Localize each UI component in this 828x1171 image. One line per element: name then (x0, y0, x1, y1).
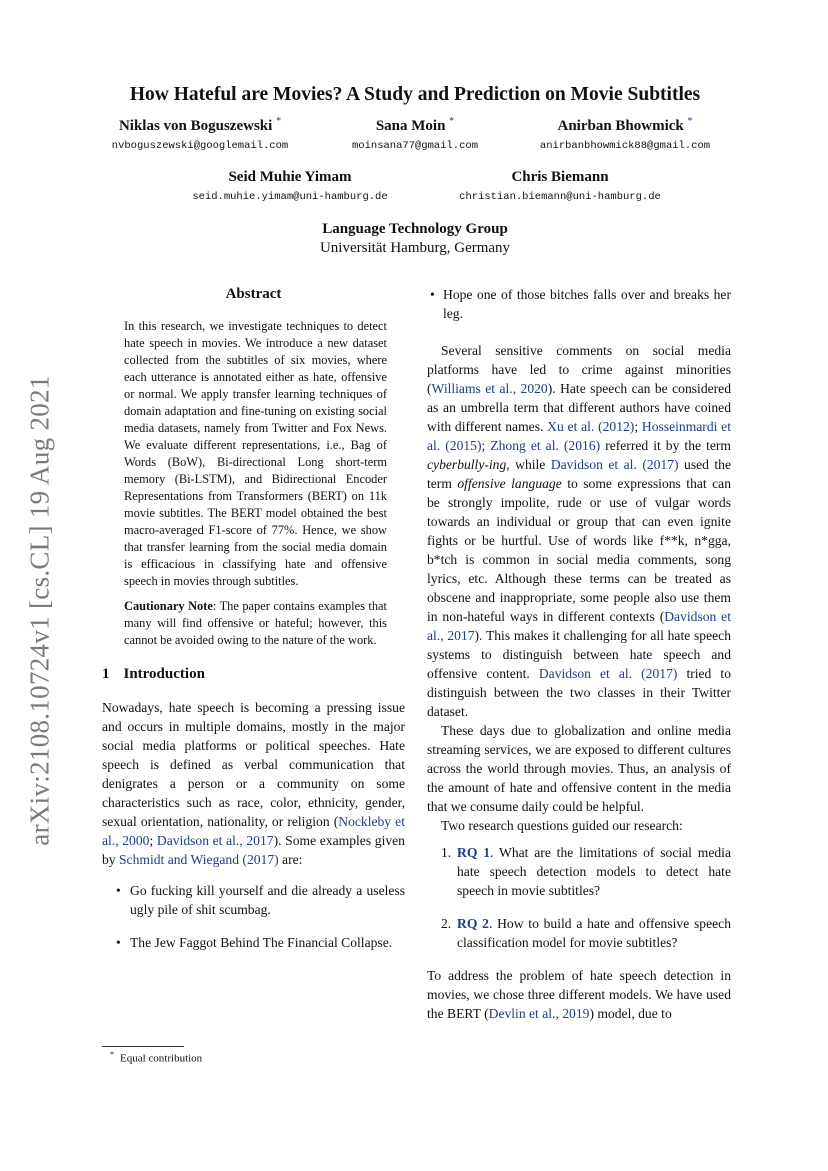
intro-paragraph-1 (102, 698, 405, 869)
section-heading-introduction (102, 665, 405, 684)
text-run: . What are the limitations of social media hate speech detection models to detect hate speech in movie subtitles? (457, 845, 731, 898)
text-run: tried to distinguish between the two classes in their Twitter dataset. (427, 666, 731, 719)
author-email: nvboguszewski@googlemail.com (111, 140, 289, 152)
author-3 (520, 116, 730, 152)
citation-link[interactable]: Schmidt and Wiegand (2017) (119, 852, 279, 867)
citation-link[interactable]: Davidson et al. (2017) (538, 666, 678, 681)
affiliation (200, 220, 630, 258)
author-email: christian.biemann@uni-hamburg.de (459, 191, 661, 203)
citation-link[interactable]: Davidson et al., 2017 (156, 833, 274, 848)
section-title: Introduction (123, 666, 205, 682)
footnote (110, 1050, 202, 1065)
footnote-text: Equal contribution (120, 1052, 203, 1065)
rq-label: RQ 2 (457, 916, 489, 931)
author-mark: * (687, 116, 693, 127)
intro-paragraph-3: These days due to globalization and online media streaming services, we are exposed to different cultures across the world through movies. Thus, an analysis of the amount of hate and offensive content in the media that we consume daily could be helpful. (427, 723, 731, 814)
affiliation-group: Language Technology Group (322, 221, 508, 237)
text-run: are: (278, 852, 303, 867)
citation-link[interactable]: Hosseinmardi et al. (2015) (427, 419, 731, 453)
text-run: ; (634, 419, 642, 434)
abstract (124, 318, 387, 649)
italic-term: cyberbully-ing (427, 457, 507, 472)
citation-link[interactable]: Devlin et al., 2019 (488, 1006, 590, 1021)
research-questions (427, 843, 731, 952)
right-column (427, 285, 731, 1023)
list-item (427, 914, 731, 952)
paper-title: How Hateful are Movies? A Study and Prediction on Movie Subtitles (129, 84, 701, 105)
author-4 (180, 169, 400, 203)
author-1 (100, 116, 300, 152)
text-run: To address the problem of hate speech detection in movies, we chose three different models. We have used the BERT ( (427, 968, 731, 1021)
author-email: moinsana77@gmail.com (351, 140, 479, 152)
italic-term: offensive language (457, 476, 562, 491)
text-run: ; (149, 833, 157, 848)
list-item: • Go fucking kill yourself and die already a useless ugly pile of shit scumbag. (102, 881, 405, 919)
author-2 (330, 116, 500, 152)
rq-label: RQ 1 (457, 845, 491, 860)
section-number: 1 (102, 666, 110, 682)
text-run: ). This makes it challenging for all hate speech systems to distinguish between hate speech and offensive content. (427, 628, 731, 681)
author-name: Niklas von Boguszewski (118, 118, 273, 134)
text-run: ). Some examples given by (102, 833, 405, 867)
text-run: ) model, due to (589, 1006, 672, 1021)
author-email: anirbanbhowmick88@gmail.com (539, 140, 711, 152)
arxiv-sidebar (20, 360, 60, 860)
cautionary-note (124, 598, 387, 649)
left-column (102, 285, 405, 966)
item-number: 2. (441, 916, 452, 931)
text-run: Several sensitive comments on social media platforms have led to crime against minorities ( (427, 343, 731, 396)
text-run: ; (481, 438, 491, 453)
citation-link[interactable]: Zhong et al. (2016) (490, 438, 601, 453)
footnote-rule (102, 1046, 184, 1047)
intro-paragraph-4: Two research questions guided our research: (441, 818, 683, 833)
item-number: 1. (441, 845, 452, 860)
arxiv-id: arXiv:2108.10724v1 [cs.CL] 19 Aug 2021 (24, 374, 55, 846)
list-item: • The Jew Faggot Behind The Financial Collapse. (102, 933, 405, 952)
author-name: Chris Biemann (511, 169, 609, 185)
list-item: • Hope one of those bitches falls over and breaks her leg. (427, 285, 731, 323)
footnote-mark: * (110, 1050, 114, 1059)
text-run: used the term (427, 457, 732, 491)
author-email: seid.muhie.yimam@uni-hamburg.de (192, 191, 388, 203)
citation-link[interactable]: Davidson et al. (2017) (550, 457, 679, 472)
citation-link[interactable]: Williams et al., 2020 (431, 381, 548, 396)
author-mark: * (449, 116, 455, 127)
author-name: Sana Moin (375, 118, 446, 134)
example-list (102, 881, 405, 952)
citation-link[interactable]: Davidson et al., 2017 (427, 609, 731, 643)
author-name: Anirban Bhowmick (557, 118, 684, 134)
text-run: Nowadays, hate speech is becoming a pressing issue and occurs in multiple domains, mostly in the major social media platforms or political speeches. Hate speech is defined as verbal communication that denigrates a person or a community on some characteristics such as race, color, ethnicity, gender, sexual orientation, nationality, or religion ( (102, 700, 405, 829)
intro-paragraph-2 (427, 341, 731, 721)
text-run: , while (506, 457, 551, 472)
abstract-body: In this research, we investigate techniques to detect hate speech in movies. We introduce a new dataset collected from the subtitles of six movies, where each utterance is annotated either as hate, offensive or normal. We apply transfer learning techniques of domain adaptation and fine-tuning on existing social media datasets, namely from Twitter and Fox News. We evaluate different representations, i.e., Bag of Words (BoW), Bi-directional Long short-term memory (Bi-LSTM), and Bidirectional Encoder Representations from Transformers (BERT) on 11k movie subtitles. The BERT model obtained the best macro-averaged F1-score of 77%. Hence, we show that transfer learning from the social media domain is efficacious in classifying hate and offensive speech in movies through subtitles. (124, 319, 387, 588)
author-5 (450, 169, 670, 203)
abstract-heading: Abstract (225, 286, 282, 302)
citation-link[interactable]: Nockleby et al., 2000 (102, 814, 405, 848)
intro-paragraph-5 (427, 966, 731, 1023)
affiliation-place: Universität Hamburg, Germany (319, 240, 511, 256)
list-item (427, 843, 731, 900)
caution-text: : The paper contains examples that many will find offensive or hateful; however, this cannot be avoided owing to the nature of the work. (124, 599, 388, 647)
text-run: ). Hate speech can be considered as an umbrella term that different authors have coined with different names. (427, 381, 732, 434)
author-name: Seid Muhie Yimam (228, 169, 352, 185)
author-mark: * (276, 116, 282, 127)
text-run: referred it by the term (600, 438, 731, 453)
text-run: to some expressions that can be strongly impolite, rude or use of vulgar words towards an individual or group that can even ignite fights or be hurtful. Use of words like f**k, n*gga, b*tch is common in social media comments, song lyrics, etc. Although these terms can be treated as obscene and inappropriate, some people also use them in non-hateful ways in different contexts ( (427, 476, 731, 624)
text-run: . How to build a hate and offensive speech classification model for movie subtitles? (457, 916, 731, 950)
citation-link[interactable]: Xu et al. (2012) (547, 419, 635, 434)
caution-label: Cautionary Note (124, 599, 213, 613)
